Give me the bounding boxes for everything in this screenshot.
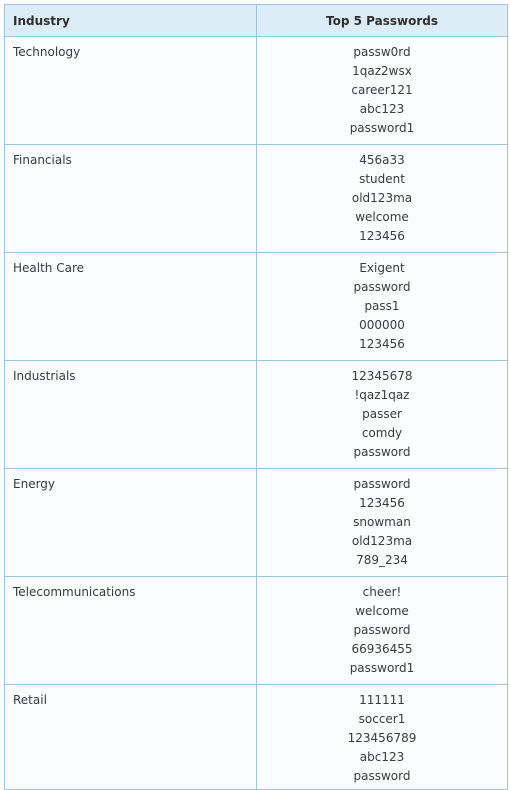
password-item: 12345678 (351, 369, 413, 383)
passwords-cell (257, 685, 508, 790)
industry-cell (5, 253, 257, 361)
table-row (5, 469, 508, 577)
password-item: !qaz1qaz (354, 388, 410, 402)
password-item: 111111 (359, 693, 405, 707)
industry-name: Telecommunications (13, 585, 136, 599)
industry-cell (5, 469, 257, 577)
industry-cell (5, 685, 257, 790)
header-row (5, 5, 508, 37)
column-header-top-passwords: Top 5 Passwords (257, 5, 508, 37)
password-item: old123ma (351, 534, 413, 548)
password-item: password1 (349, 661, 415, 675)
password-item: soccer1 (358, 712, 406, 726)
column-header-industry: Industry (5, 5, 257, 37)
password-item: 000000 (359, 318, 405, 332)
password-item: passer (362, 407, 402, 421)
password-item: 1qaz2wsx (352, 64, 412, 78)
password-list (257, 469, 507, 572)
password-item: comdy (361, 426, 403, 440)
password-item: 66936455 (351, 642, 413, 656)
password-item: student (359, 172, 405, 186)
password-item: password (353, 477, 411, 491)
passwords-cell (257, 469, 508, 577)
password-item: pass1 (364, 299, 400, 313)
password-item: old123ma (351, 191, 413, 205)
industry-name: Technology (13, 45, 81, 59)
industry-name: Industrials (13, 369, 76, 383)
password-item: passw0rd (353, 45, 411, 59)
password-list (257, 577, 507, 680)
password-item: password1 (349, 121, 415, 135)
password-list (257, 253, 507, 356)
password-item: career121 (351, 83, 413, 97)
password-list (257, 145, 507, 248)
password-item: cheer! (362, 585, 402, 599)
passwords-cell (257, 37, 508, 145)
passwords-cell (257, 253, 508, 361)
password-item: 123456789 (347, 731, 417, 745)
password-item: Exigent (359, 261, 405, 275)
industry-name: Financials (13, 153, 72, 167)
industry-cell (5, 361, 257, 469)
passwords-table (4, 4, 508, 790)
password-item: welcome (355, 210, 409, 224)
password-list (257, 37, 507, 140)
password-item: password (353, 445, 411, 459)
passwords-cell (257, 577, 508, 685)
table-row (5, 37, 508, 145)
table-row (5, 685, 508, 790)
password-item: 123456 (359, 337, 405, 351)
password-item: 789_234 (356, 553, 408, 567)
password-list (257, 361, 507, 464)
password-item: abc123 (359, 750, 405, 764)
industry-name: Health Care (13, 261, 85, 275)
table-row (5, 145, 508, 253)
industry-cell (5, 577, 257, 685)
table-row (5, 253, 508, 361)
password-item: 456a33 (359, 153, 405, 167)
table-body (5, 37, 508, 790)
password-item: snowman (353, 515, 411, 529)
passwords-cell (257, 361, 508, 469)
passwords-cell (257, 145, 508, 253)
industry-cell (5, 37, 257, 145)
password-item: password (353, 769, 411, 783)
password-item: password (353, 623, 411, 637)
password-item: 123456 (359, 229, 405, 243)
table-row (5, 361, 508, 469)
password-item: 123456 (359, 496, 405, 510)
table-row (5, 577, 508, 685)
industry-name: Retail (13, 693, 47, 707)
password-list (257, 685, 507, 788)
password-item: password (353, 280, 411, 294)
password-item: welcome (355, 604, 409, 618)
industry-name: Energy (13, 477, 56, 491)
industry-cell (5, 145, 257, 253)
password-item: abc123 (359, 102, 405, 116)
